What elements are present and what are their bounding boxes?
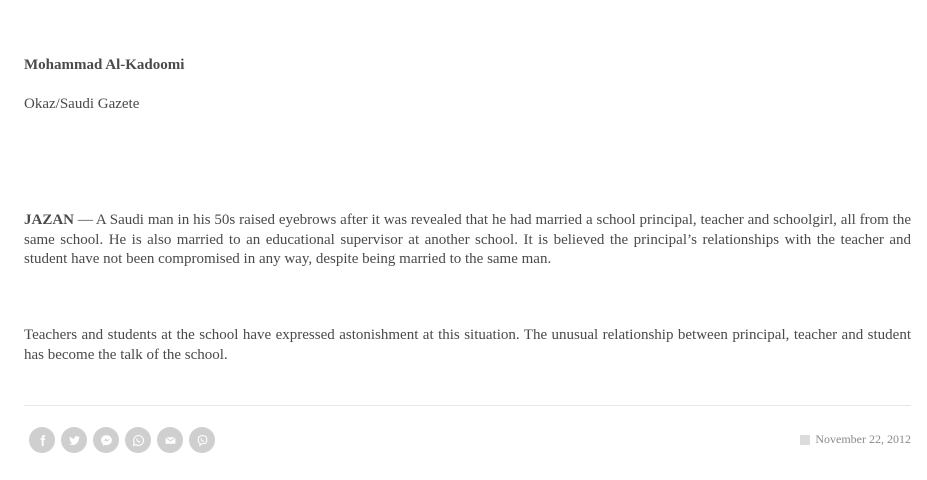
share-facebook-button[interactable] <box>29 427 55 453</box>
dateline: JAZAN <box>24 212 75 228</box>
twitter-icon <box>68 434 81 447</box>
facebook-icon <box>36 434 49 447</box>
share-whatsapp-button[interactable] <box>125 427 151 453</box>
author-name: Mohammad Al-Kadoomi <box>24 57 185 73</box>
article-source: Okaz/Saudi Gazete <box>24 96 140 112</box>
email-icon <box>164 434 177 447</box>
share-messenger-button[interactable] <box>93 427 119 453</box>
divider <box>24 405 911 406</box>
publish-date <box>800 432 911 447</box>
viber-icon <box>196 434 209 447</box>
messenger-icon <box>100 434 113 447</box>
share-viber-button[interactable] <box>189 427 215 453</box>
paragraph-text: — A Saudi man in his 50s raised eyebrows after it was revealed that he had married a school principal, teacher and schoolgirl, all from the same school. He is also married to an educational supervisor at another school. It is believed the principal’s relationships with the teacher and student have not been compromised in any way, despite being married to the same man. <box>24 212 911 267</box>
share-email-button[interactable] <box>157 427 183 453</box>
publish-date-text: November 22, 2012 <box>815 432 911 446</box>
share-twitter-button[interactable] <box>61 427 87 453</box>
article-paragraph <box>24 211 911 270</box>
calendar-icon <box>800 435 810 445</box>
paragraph-text: Teachers and students at the school have expressed astonishment at this situation. The unusual relationship between principal, teacher and student has become the talk of the school. <box>24 327 911 363</box>
whatsapp-icon <box>132 434 145 447</box>
share-bar <box>29 427 215 453</box>
article-paragraph <box>24 326 911 365</box>
